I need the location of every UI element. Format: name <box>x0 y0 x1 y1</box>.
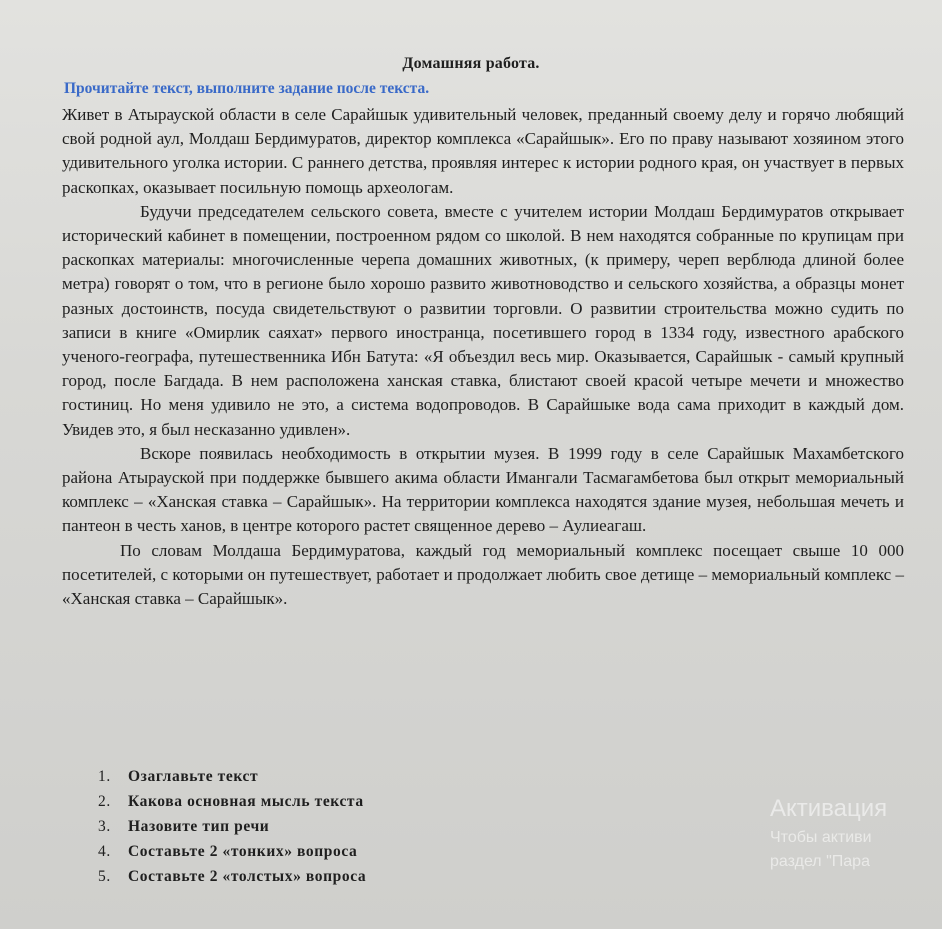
question-number: 3. <box>98 818 111 835</box>
question-list <box>98 764 366 889</box>
question-text: Озаглавьте текст <box>128 768 259 785</box>
question-number: 1. <box>98 768 111 785</box>
question-item <box>98 864 366 889</box>
paragraph-1: Живет в Атырауской области в селе Сарайшык удивительный человек, преданный своему делу и горячо любящий свой родной аул, Молдаш Бердимуратов, директор комплекса «Сарайшык». Его по праву называют хозяином этого удивительного уголка истории. С раннего детства, проявляя интерес к истории родного края, он участвует в первых раскопках, оказывает посильную помощь археологам. <box>62 105 904 197</box>
document-title: Домашняя работа. <box>402 55 540 72</box>
question-text: Составьте 2 «тонких» вопроса <box>128 843 358 860</box>
question-item <box>98 764 366 789</box>
paragraph-3: Вскоре появилась необходимость в открытии музея. В 1999 году в селе Сарайшык Махамбетского района Атырауской при поддержке бывшего акима области Имангали Тасмагамбетова был открыт мемориальный комплекс – «Ханская ставка – Сарайшык». На территории комплекса находятся здание музея, небольшая мечеть и пантеон в честь ханов, в центре которого растет священное дерево – Аулиеагаш. <box>62 443 904 536</box>
question-number: 4. <box>98 843 111 860</box>
question-item <box>98 789 366 814</box>
paragraph-4: По словам Молдаша Бердимуратова, каждый год мемориальный комплекс посещает свыше 10 000 посетителей, с которыми он путешествует, работает и продолжает любить свое детище – мемориальный комплекс – «Ханская ставка – Сарайшык». <box>62 540 904 609</box>
question-item <box>98 839 366 864</box>
question-number: 2. <box>98 793 111 810</box>
question-text: Составьте 2 «толстых» вопроса <box>128 868 367 885</box>
paragraph-2: Будучи председателем сельского совета, вместе с учителем истории Молдаш Бердимуратов открывает исторический кабинет в помещении, построенном рядом со школой. В нем находятся собранные по крупицам при раскопках материалы: многочисленные черепа домашних животных, (к примеру, череп верблюда длиной более метра) говорят о том, что в регионе было хорошо развито животноводство и сельского хозяйства, а образцы монет разных достоинств, посуда свидетельствуют о развитии торговли. О развитии строительства можно судить по записи в книге «Омирлик саяхат» первого иностранца, посетившего город в 1334 году, известного арабского ученого-географа, путешественника Ибн Батута: «Я объездил весь мир. Оказывается, Сарайшык - самый крупный город, после Багдада. В нем расположена ханская ставка, блистают своей красой четыре мечети и множество гостиниц. Но меня удивило не это, а система водопроводов. В Сарайшыке вода сама приходит в каждый дом. Увидев это, я был несказанно удивлен». <box>62 201 904 439</box>
body-text <box>62 103 904 611</box>
question-text: Назовите тип речи <box>128 818 270 835</box>
watermark-line-2: раздел "Пара <box>770 853 870 870</box>
question-text: Какова основная мысль текста <box>128 793 364 810</box>
instruction-line: Прочитайте текст, выполните задание после текста. <box>64 80 430 97</box>
question-number: 5. <box>98 868 111 885</box>
watermark-title: Активация <box>770 795 888 822</box>
watermark-line-1: Чтобы активи <box>770 829 872 846</box>
question-item <box>98 814 366 839</box>
windows-activation-watermark <box>770 795 887 871</box>
